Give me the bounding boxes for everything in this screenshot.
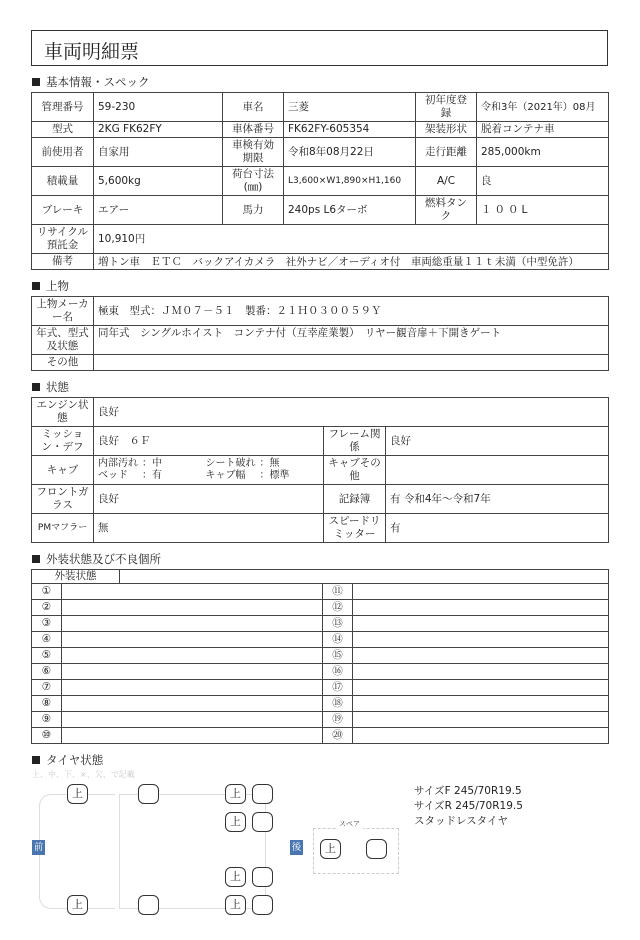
value-record-book: 有 令和4年～令和7年 xyxy=(386,485,609,514)
label-horsepower: 馬力 xyxy=(223,196,284,225)
exterior-item-number: ⑮ xyxy=(323,648,353,664)
cab-outline xyxy=(39,794,115,909)
tire-rear-left-outer[interactable]: 上 xyxy=(225,784,246,804)
value-model: 2KG FK62FY xyxy=(94,122,223,138)
value-frame: 良好 xyxy=(386,427,609,456)
tire-rear-right-outer[interactable]: 上 xyxy=(225,895,246,915)
value-remarks: 増トン車 ＥＴＣ バックアイカメラ 社外ナビ／オーディオ付 車両総重量１１ｔ未満（中型免許） xyxy=(94,254,609,270)
exterior-item-value xyxy=(353,680,609,696)
exterior-item-value xyxy=(62,584,323,600)
condition-table xyxy=(31,397,609,543)
table-row xyxy=(32,632,609,648)
value-body-maker: 極東 型式：ＪＭ０７－５１ 製番：２１Ｈ０３００５９Ｙ xyxy=(94,297,609,326)
table-row xyxy=(32,680,609,696)
exterior-item-value xyxy=(62,712,323,728)
exterior-item-number: ④ xyxy=(32,632,62,648)
tire-front-right[interactable]: 上 xyxy=(67,895,88,915)
table-row xyxy=(32,514,609,543)
exterior-item-value xyxy=(62,632,323,648)
table-row xyxy=(32,456,609,485)
label-brake: ブレーキ xyxy=(32,196,94,225)
cab-item-value: ：標準 xyxy=(259,470,290,481)
value-recycle-deposit: 10,910円 xyxy=(94,225,609,254)
exterior-item-number: ⑭ xyxy=(323,632,353,648)
exterior-item-number: ⑱ xyxy=(323,696,353,712)
value-vehicle-name: 三菱 xyxy=(284,93,416,122)
label-body-maker: 上物メーカー名 xyxy=(32,297,94,326)
table-row xyxy=(32,398,609,427)
exterior-item-value xyxy=(62,696,323,712)
value-previous-user: 自家用 xyxy=(94,138,223,167)
label-body-other: その他 xyxy=(32,355,94,371)
table-row xyxy=(32,648,609,664)
body-table xyxy=(31,296,609,371)
table-row xyxy=(32,427,609,456)
value-body-type: 脱着コンテナ車 xyxy=(477,122,609,138)
tire-second-left[interactable] xyxy=(138,784,159,804)
label-pm-muffler: PMマフラー xyxy=(32,514,94,543)
exterior-item-number: ⑫ xyxy=(323,600,353,616)
label-body-year-model: 年式、型式及状態 xyxy=(32,326,94,355)
section-condition-heading: 状態 xyxy=(32,380,609,394)
cab-item-value: ：有 xyxy=(142,470,162,481)
label-chassis-no: 車体番号 xyxy=(223,122,284,138)
table-row xyxy=(32,616,609,632)
label-model: 型式 xyxy=(32,122,94,138)
table-row xyxy=(32,485,609,514)
document-title-box xyxy=(31,30,608,66)
table-row xyxy=(32,93,609,122)
exterior-item-number: ⑯ xyxy=(323,664,353,680)
value-load-capacity: 5,600kg xyxy=(94,167,223,196)
tire-type: スタッドレスタイヤ xyxy=(414,815,508,827)
exterior-item-value xyxy=(353,696,609,712)
exterior-item-value xyxy=(353,728,609,744)
value-horsepower: 240ps L6ターボ xyxy=(284,196,416,225)
value-pm-muffler: 無 xyxy=(94,514,324,543)
table-row xyxy=(32,122,609,138)
table-row xyxy=(32,196,609,225)
tire-front-left[interactable]: 上 xyxy=(67,784,88,804)
exterior-item-value xyxy=(62,648,323,664)
tire-rear2-left-outer[interactable]: 上 xyxy=(225,812,246,832)
tire-second-right[interactable] xyxy=(138,895,159,915)
cab-item-key: キャブ幅 xyxy=(205,470,246,481)
document-title: 車両明細票 xyxy=(44,41,140,63)
table-row xyxy=(32,167,609,196)
label-exterior-state: 外装状態 xyxy=(32,570,120,583)
table-row xyxy=(32,355,609,371)
label-vehicle-name: 車名 xyxy=(223,93,284,122)
label-inspection-expiry: 車検有効期限 xyxy=(223,138,284,167)
table-row xyxy=(32,584,609,600)
label-management-no: 管理番号 xyxy=(32,93,94,122)
value-ac: 良 xyxy=(477,167,609,196)
section-tires-heading: タイヤ状態 xyxy=(32,753,609,767)
label-previous-user: 前使用者 xyxy=(32,138,94,167)
spare-label: スペア xyxy=(336,820,363,829)
tire-spare-2[interactable] xyxy=(366,839,387,859)
exterior-item-number: ⑥ xyxy=(32,664,62,680)
exterior-item-value xyxy=(62,680,323,696)
rear-label: 後 xyxy=(291,842,302,853)
value-cab-other xyxy=(386,456,609,485)
tire-diagram xyxy=(31,770,608,920)
label-bed-dimensions: 荷台寸法(㎜) xyxy=(223,167,284,196)
table-row xyxy=(32,712,609,728)
exterior-item-number: ⑲ xyxy=(323,712,353,728)
table-row xyxy=(32,600,609,616)
label-record-book: 記録簿 xyxy=(324,485,386,514)
value-speed-limiter: 有 xyxy=(386,514,609,543)
exterior-item-number: ② xyxy=(32,600,62,616)
table-row xyxy=(32,297,609,326)
exterior-item-value xyxy=(353,712,609,728)
value-management-no: 59-230 xyxy=(94,93,223,122)
exterior-item-value xyxy=(353,600,609,616)
exterior-table xyxy=(31,569,609,744)
value-cab xyxy=(94,456,324,485)
exterior-item-value xyxy=(62,616,323,632)
exterior-item-number: ⑪ xyxy=(323,584,353,600)
tire-spare-1[interactable]: 上 xyxy=(320,839,341,859)
tire-rear-right-inner[interactable] xyxy=(252,895,273,915)
label-body-type: 架装形状 xyxy=(416,122,477,138)
exterior-item-number: ③ xyxy=(32,616,62,632)
value-body-other xyxy=(94,355,609,371)
tire-hint: 上、中、下、×、欠、で記載 xyxy=(32,770,135,779)
truck-body-outline xyxy=(119,794,266,909)
label-first-registration: 初年度登録 xyxy=(416,93,477,122)
exterior-item-value xyxy=(353,632,609,648)
table-row xyxy=(32,254,609,270)
exterior-item-number: ⑩ xyxy=(32,728,62,744)
label-load-capacity: 積載量 xyxy=(32,167,94,196)
exterior-item-value xyxy=(62,600,323,616)
label-recycle-deposit: リサイクル預託金 xyxy=(32,225,94,254)
table-row xyxy=(32,138,609,167)
cab-item-key: 内部汚れ xyxy=(98,458,138,469)
exterior-item-number: ⑧ xyxy=(32,696,62,712)
exterior-item-value xyxy=(62,664,323,680)
label-ac: A/C xyxy=(416,167,477,196)
exterior-item-number: ⑳ xyxy=(323,728,353,744)
table-row xyxy=(32,728,609,744)
tire-rear-left-inner[interactable] xyxy=(252,784,273,804)
tire-size-front: サイズF 245/70R19.5 xyxy=(414,785,522,797)
label-fuel-tank: 燃料タンク xyxy=(416,196,477,225)
cab-item-key: ベッド xyxy=(98,470,128,481)
exterior-item-value xyxy=(62,728,323,744)
value-mission: 良好 ６Ｆ xyxy=(94,427,324,456)
value-chassis-no: FK62FY-605354 xyxy=(284,122,416,138)
table-row xyxy=(32,570,609,584)
exterior-item-number: ⑰ xyxy=(323,680,353,696)
value-brake: エアー xyxy=(94,196,223,225)
value-front-glass: 良好 xyxy=(94,485,324,514)
table-row xyxy=(32,326,609,355)
basic-info-table xyxy=(31,92,609,270)
value-first-registration: 令和3年（2021年）08月 xyxy=(477,93,609,122)
value-body-year-model: 同年式 シングルホイスト コンテナ付（互幸産業製） リヤー観音扉＋下開きゲート xyxy=(94,326,609,355)
label-cab-other: キャブその他 xyxy=(324,456,386,485)
label-mileage: 走行距離 xyxy=(416,138,477,167)
tire-info xyxy=(414,784,523,829)
label-cab: キャブ xyxy=(32,456,94,485)
tire-rear2-right-inner[interactable] xyxy=(252,867,273,887)
cab-item-value: ：中 xyxy=(142,458,162,469)
section-exterior-heading: 外装状態及び不良個所 xyxy=(32,552,609,566)
exterior-item-number: ① xyxy=(32,584,62,600)
front-label: 前 xyxy=(33,842,44,853)
value-engine: 良好 xyxy=(94,398,609,427)
value-bed-dimensions: L3,600×W1,890×H1,160 xyxy=(284,167,416,196)
exterior-item-value xyxy=(353,648,609,664)
exterior-item-number: ⑤ xyxy=(32,648,62,664)
value-fuel-tank: １００L xyxy=(477,196,609,225)
exterior-item-value xyxy=(353,616,609,632)
section-body-heading: 上物 xyxy=(32,279,609,293)
exterior-header-cell xyxy=(32,570,609,584)
section-basic-heading: 基本情報・スペック xyxy=(32,75,609,89)
label-frame: フレーム関係 xyxy=(324,427,386,456)
label-front-glass: フロントガラス xyxy=(32,485,94,514)
tire-rear2-right-outer[interactable]: 上 xyxy=(225,867,246,887)
table-row xyxy=(32,225,609,254)
cab-item-key: シート破れ xyxy=(205,458,256,469)
label-speed-limiter: スピードリミッター xyxy=(324,514,386,543)
value-inspection-expiry: 令和8年08月22日 xyxy=(284,138,416,167)
exterior-item-value xyxy=(353,664,609,680)
value-mileage: 285,000km xyxy=(477,138,609,167)
exterior-item-number: ⑨ xyxy=(32,712,62,728)
exterior-item-number: ⑬ xyxy=(323,616,353,632)
label-engine: エンジン状態 xyxy=(32,398,94,427)
table-row xyxy=(32,664,609,680)
exterior-item-number: ⑦ xyxy=(32,680,62,696)
tire-rear2-left-inner[interactable] xyxy=(252,812,273,832)
exterior-item-value xyxy=(353,584,609,600)
label-mission: ミッション・デフ xyxy=(32,427,94,456)
cab-item-value: ：無 xyxy=(259,458,280,469)
table-row xyxy=(32,696,609,712)
tire-size-rear: サイズR 245/70R19.5 xyxy=(414,800,523,812)
label-remarks: 備考 xyxy=(32,254,94,270)
